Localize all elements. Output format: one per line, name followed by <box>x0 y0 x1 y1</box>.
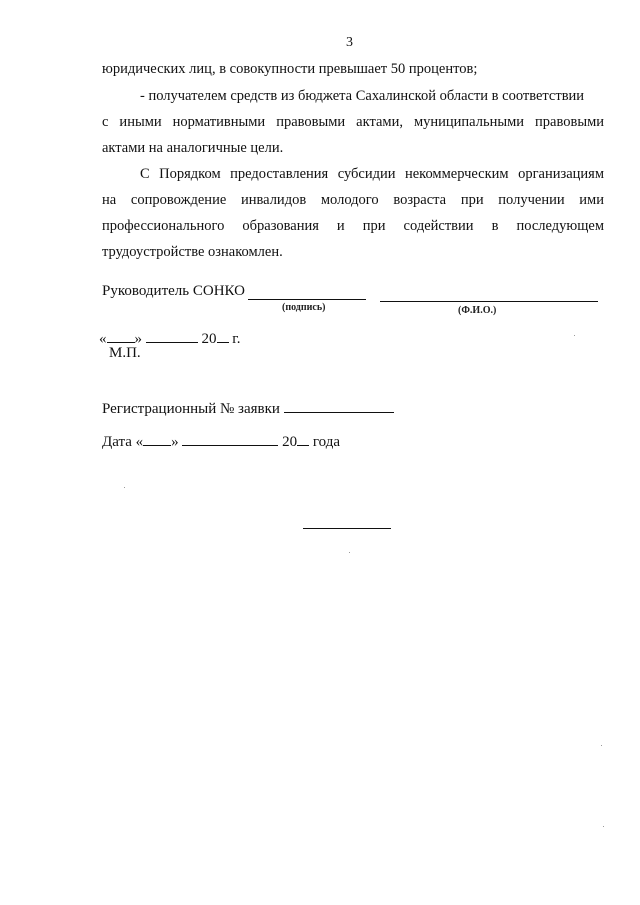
scan-speck <box>574 335 575 336</box>
paragraph-continuation <box>102 56 604 82</box>
day-blank[interactable] <box>107 328 135 343</box>
scan-speck <box>124 487 125 488</box>
application-date-line <box>102 431 340 451</box>
scan-speck <box>603 826 604 827</box>
year-blank[interactable] <box>297 431 309 446</box>
registration-label: Регистрационный № заявки <box>102 401 280 417</box>
text-line: профессионального образования и при содействии в последующем <box>102 218 604 234</box>
text-line: на сопровождение инвалидов молодого возраста при получении ими <box>102 192 604 208</box>
signature-blank[interactable] <box>248 299 366 300</box>
day-blank[interactable] <box>143 431 171 446</box>
registration-number-blank[interactable] <box>284 398 394 413</box>
scan-speck <box>349 552 350 553</box>
signature-label: Руководитель СОНКО <box>102 283 245 299</box>
year-prefix: 20 <box>282 434 298 450</box>
page-number: 3 <box>346 35 353 50</box>
paragraph-acknowledgement <box>102 161 604 265</box>
year-blank[interactable] <box>217 328 229 343</box>
year-suffix: г. <box>232 331 241 347</box>
close-quote: » <box>171 434 179 450</box>
text-line: трудоустройстве ознакомлен. <box>102 244 283 260</box>
text-line: с иными нормативными правовыми актами, муниципальными правовыми <box>102 114 604 130</box>
seal-place-label: М.П. <box>109 345 141 361</box>
text-line: актами на аналогичные цели. <box>102 140 284 156</box>
full-name-caption: (Ф.И.О.) <box>458 305 497 316</box>
open-quote: « <box>99 331 107 347</box>
text-line: - получателем средств из бюджета Сахалинской области в соответствии <box>140 88 585 104</box>
scan-speck <box>601 745 602 746</box>
month-blank[interactable] <box>182 431 278 446</box>
date-label: Дата « <box>102 434 144 450</box>
year-prefix: 20 <box>201 331 217 347</box>
month-blank[interactable] <box>146 328 198 343</box>
close-quote: » <box>134 331 142 347</box>
full-name-blank[interactable] <box>380 301 598 302</box>
registration-line <box>102 398 394 418</box>
paragraph-recipient-clause <box>102 83 604 161</box>
end-of-document-rule <box>303 528 391 529</box>
text-line: юридических лиц, в совокупности превышает 50 процентов; <box>102 61 478 77</box>
year-suffix: года <box>312 434 341 450</box>
signature-caption: (подпись) <box>282 302 326 313</box>
text-line: С Порядком предоставления субсидии некоммерческим организациям <box>140 166 604 182</box>
